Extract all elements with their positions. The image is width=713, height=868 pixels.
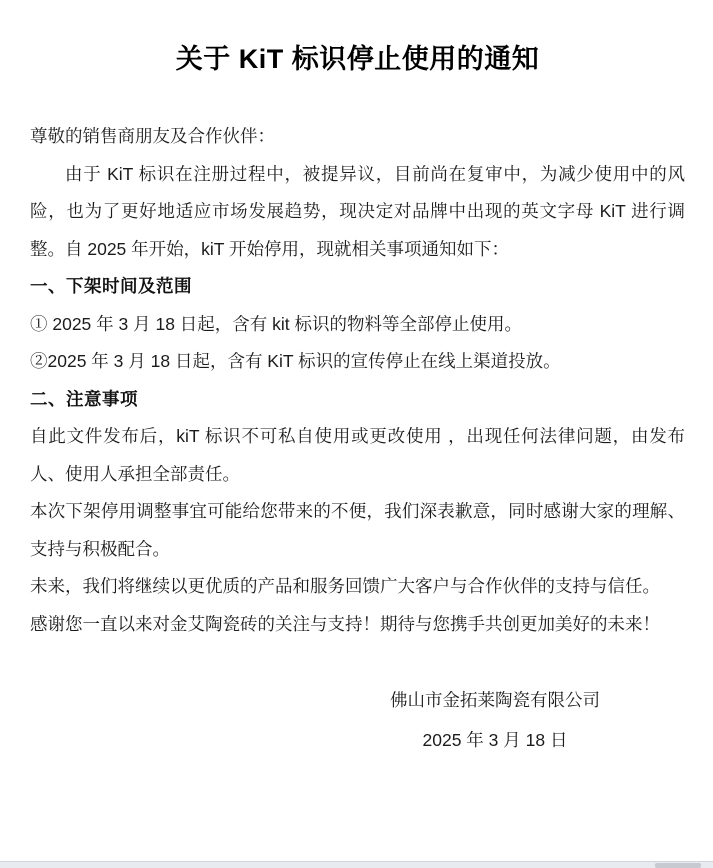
- document-title: 关于 KiT 标识停止使用的通知: [175, 44, 540, 74]
- intro-paragraph: 由于 KiT 标识在注册过程中，被提异议，目前尚在复审中，为减少使用中的风险，也为了更好地适应市场发展趋势，现决定对品牌中出现的英文字母 KiT 进行调整。自 2025 年开始，kiT 开始停用，现就相关事项通知如下：: [30, 163, 685, 259]
- horizontal-scrollbar[interactable]: [0, 861, 713, 868]
- signature-date: 2025 年 3 月 18 日: [422, 730, 568, 750]
- salutation: 尊敬的销售商朋友及合作伙伴：: [30, 126, 275, 146]
- section2-heading: 二、注意事项: [30, 388, 138, 409]
- section2-paragraph-1: 自此文件发布后，kiT 标识不可私自使用或更改使用 ，出现任何法律问题，由发布人、使用人承担全部责任。: [30, 426, 685, 484]
- section1-heading: 一、下架时间及范围: [30, 276, 192, 296]
- signature-block: [389, 680, 601, 760]
- scrollbar-thumb[interactable]: [655, 863, 701, 868]
- section1-item-1: ① 2025 年 3 月 18 日起，含有 kit 标识的物料等全部停止使用。: [30, 313, 523, 334]
- signature-company: 佛山市金拓莱陶瓷有限公司: [390, 690, 600, 710]
- section2-paragraph-2: 本次下架停用调整事宜可能给您带来的不便，我们深表歉意，同时感谢大家的理解、支持与积极配合。: [30, 501, 685, 559]
- section2-paragraph-4: 感谢您一直以来对金艾陶瓷砖的关注与支持！期待与您携手共创更加美好的未来！: [30, 613, 660, 634]
- section2-paragraph-3: 未来，我们将继续以更优质的产品和服务回馈广大客户与合作伙伴的支持与信任。: [30, 576, 660, 596]
- section1-item-2: ②2025 年 3 月 18 日起，含有 KiT 标识的宣传停止在线上渠道投放。: [30, 351, 561, 371]
